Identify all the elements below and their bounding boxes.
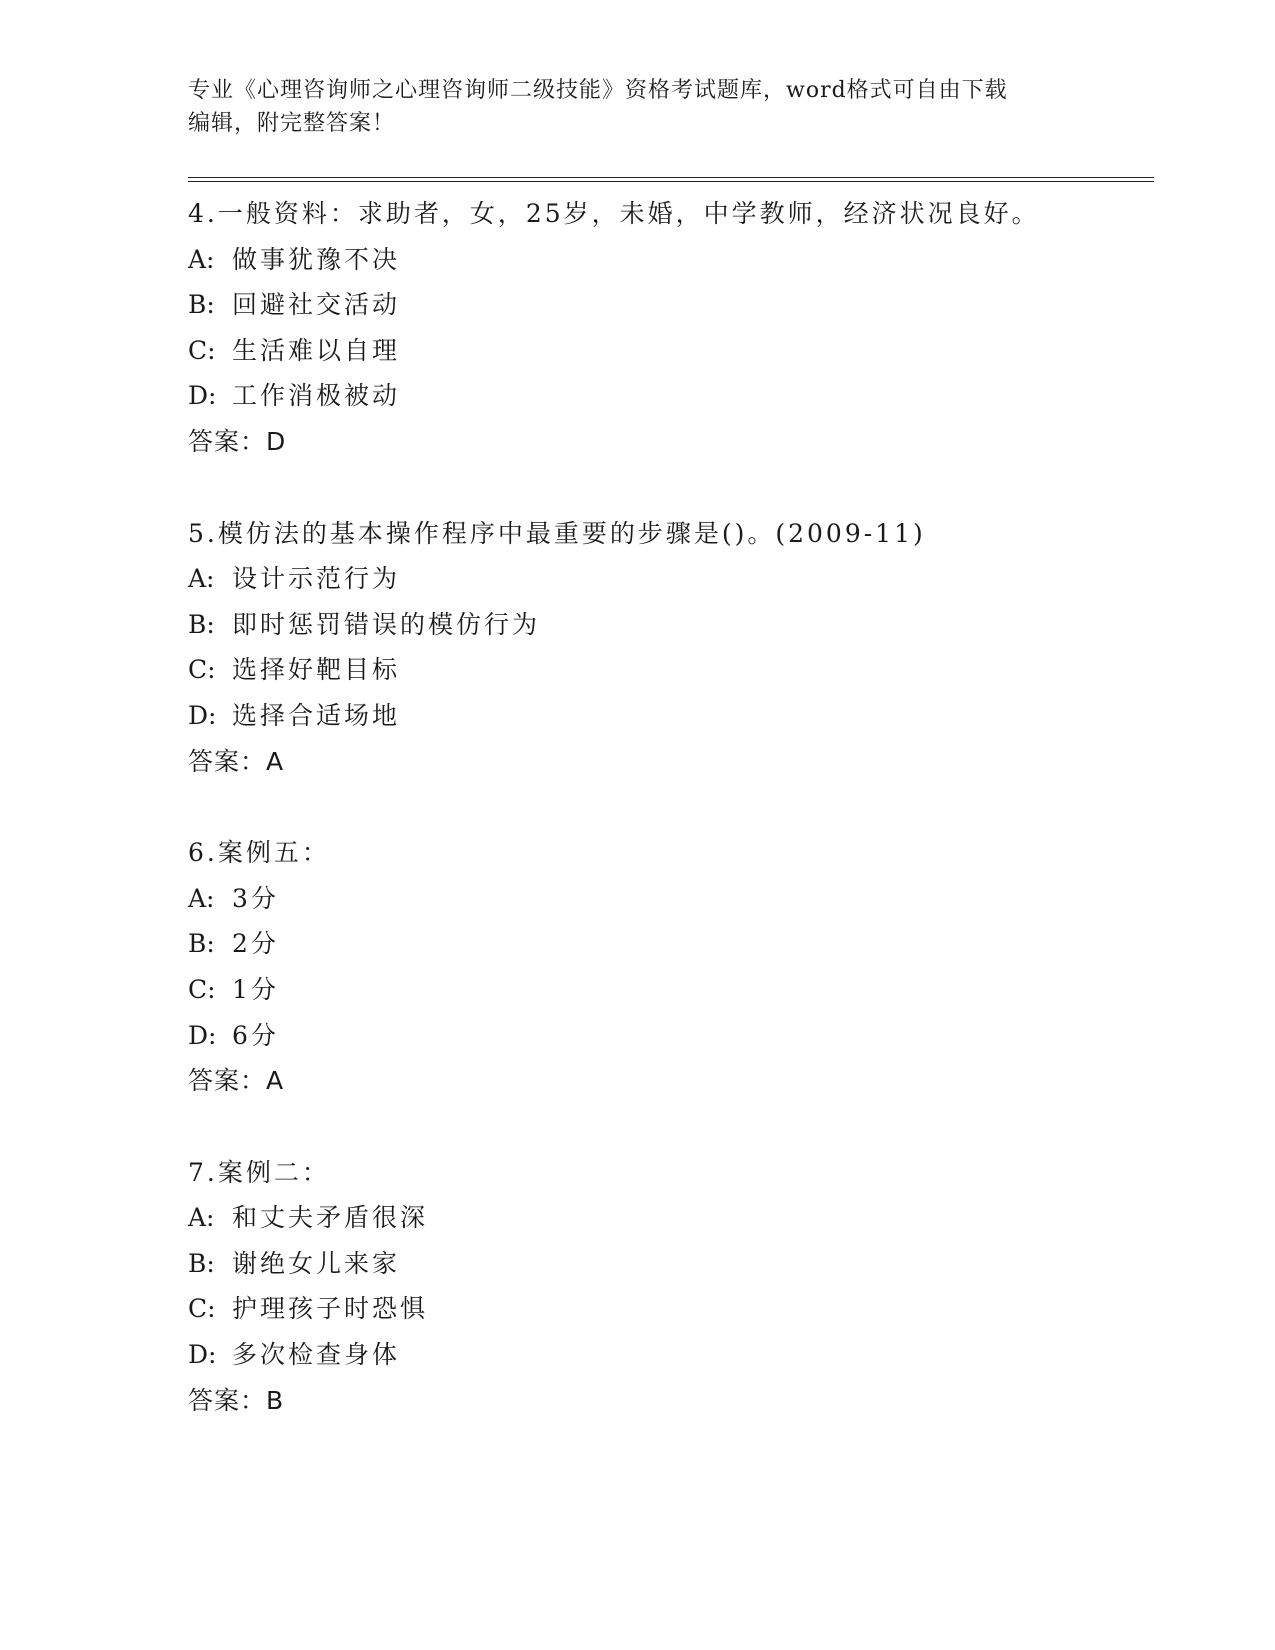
option-text: 谢绝女儿来家 [232,1248,401,1278]
header-line-1: 专业《心理咨询师之心理咨询师二级技能》资格考试题库，word格式可自由下载 [188,78,1008,103]
option-text: 和丈夫矛盾很深 [232,1203,429,1233]
option-c [188,328,1148,374]
question-5 [188,511,1148,785]
option-letter: A: [188,1203,215,1233]
option-b [188,602,1148,648]
question-4 [188,191,1148,465]
option-letter: B: [188,1248,215,1278]
option-a [188,876,1148,922]
option-a [188,556,1148,602]
option-b [188,921,1148,967]
option-text: 多次检查身体 [232,1340,401,1370]
answer-line: 答案：D [188,426,287,456]
option-d [188,1332,1148,1378]
option-text: 做事犹豫不决 [232,244,401,274]
option-text: 设计示范行为 [232,564,401,594]
option-c [188,647,1148,693]
option-letter: B: [188,609,215,639]
option-text: 回避社交活动 [232,290,401,320]
option-text: 6分 [232,1020,279,1050]
option-letter: C: [188,1294,216,1324]
question-stem: 7.案例二： [188,1157,330,1187]
option-letter: D: [188,700,217,730]
option-letter: C: [188,655,216,685]
option-d [188,373,1148,419]
option-text: 选择好靶目标 [232,655,401,685]
option-letter: B: [188,929,215,959]
option-letter: D: [188,381,217,411]
option-text: 1分 [232,974,279,1004]
option-letter: D: [188,1020,217,1050]
question-stem: 4.一般资料：求助者，女，25岁，未婚，中学教师，经济状况良好。 [188,199,1040,228]
option-a [188,237,1148,283]
option-text: 护理孩子时恐惧 [232,1294,429,1324]
option-text: 选择合适场地 [232,700,401,730]
header-line-2: 编辑，附完整答案！ [188,111,396,136]
option-letter: D: [188,1340,217,1370]
option-letter: B: [188,290,215,320]
answer-line: 答案：A [188,1066,285,1096]
option-text: 2分 [232,929,279,959]
question-stem: 6.案例五： [188,838,330,868]
option-letter: A: [188,244,215,274]
option-c [188,967,1148,1013]
option-a [188,1195,1148,1241]
option-text: 生活难以自理 [232,335,401,365]
option-text: 即时惩罚错误的模仿行为 [232,609,541,639]
header-double-rule [188,177,1154,182]
question-7 [188,1150,1148,1424]
option-d [188,1013,1148,1059]
option-b [188,282,1148,328]
option-text: 工作消极被动 [232,381,401,411]
option-text: 3分 [232,883,279,913]
option-letter: C: [188,335,216,365]
option-letter: A: [188,564,215,594]
question-list [188,191,1148,1423]
question-stem: 5.模仿法的基本操作程序中最重要的步骤是()。(2009-11) [188,518,926,548]
option-letter: C: [188,974,216,1004]
option-c [188,1286,1148,1332]
option-b [188,1241,1148,1287]
question-6 [188,830,1148,1104]
document-header [188,74,1088,140]
option-letter: A: [188,883,215,913]
answer-line: 答案：B [188,1385,285,1415]
option-d [188,693,1148,739]
answer-line: 答案：A [188,746,285,776]
